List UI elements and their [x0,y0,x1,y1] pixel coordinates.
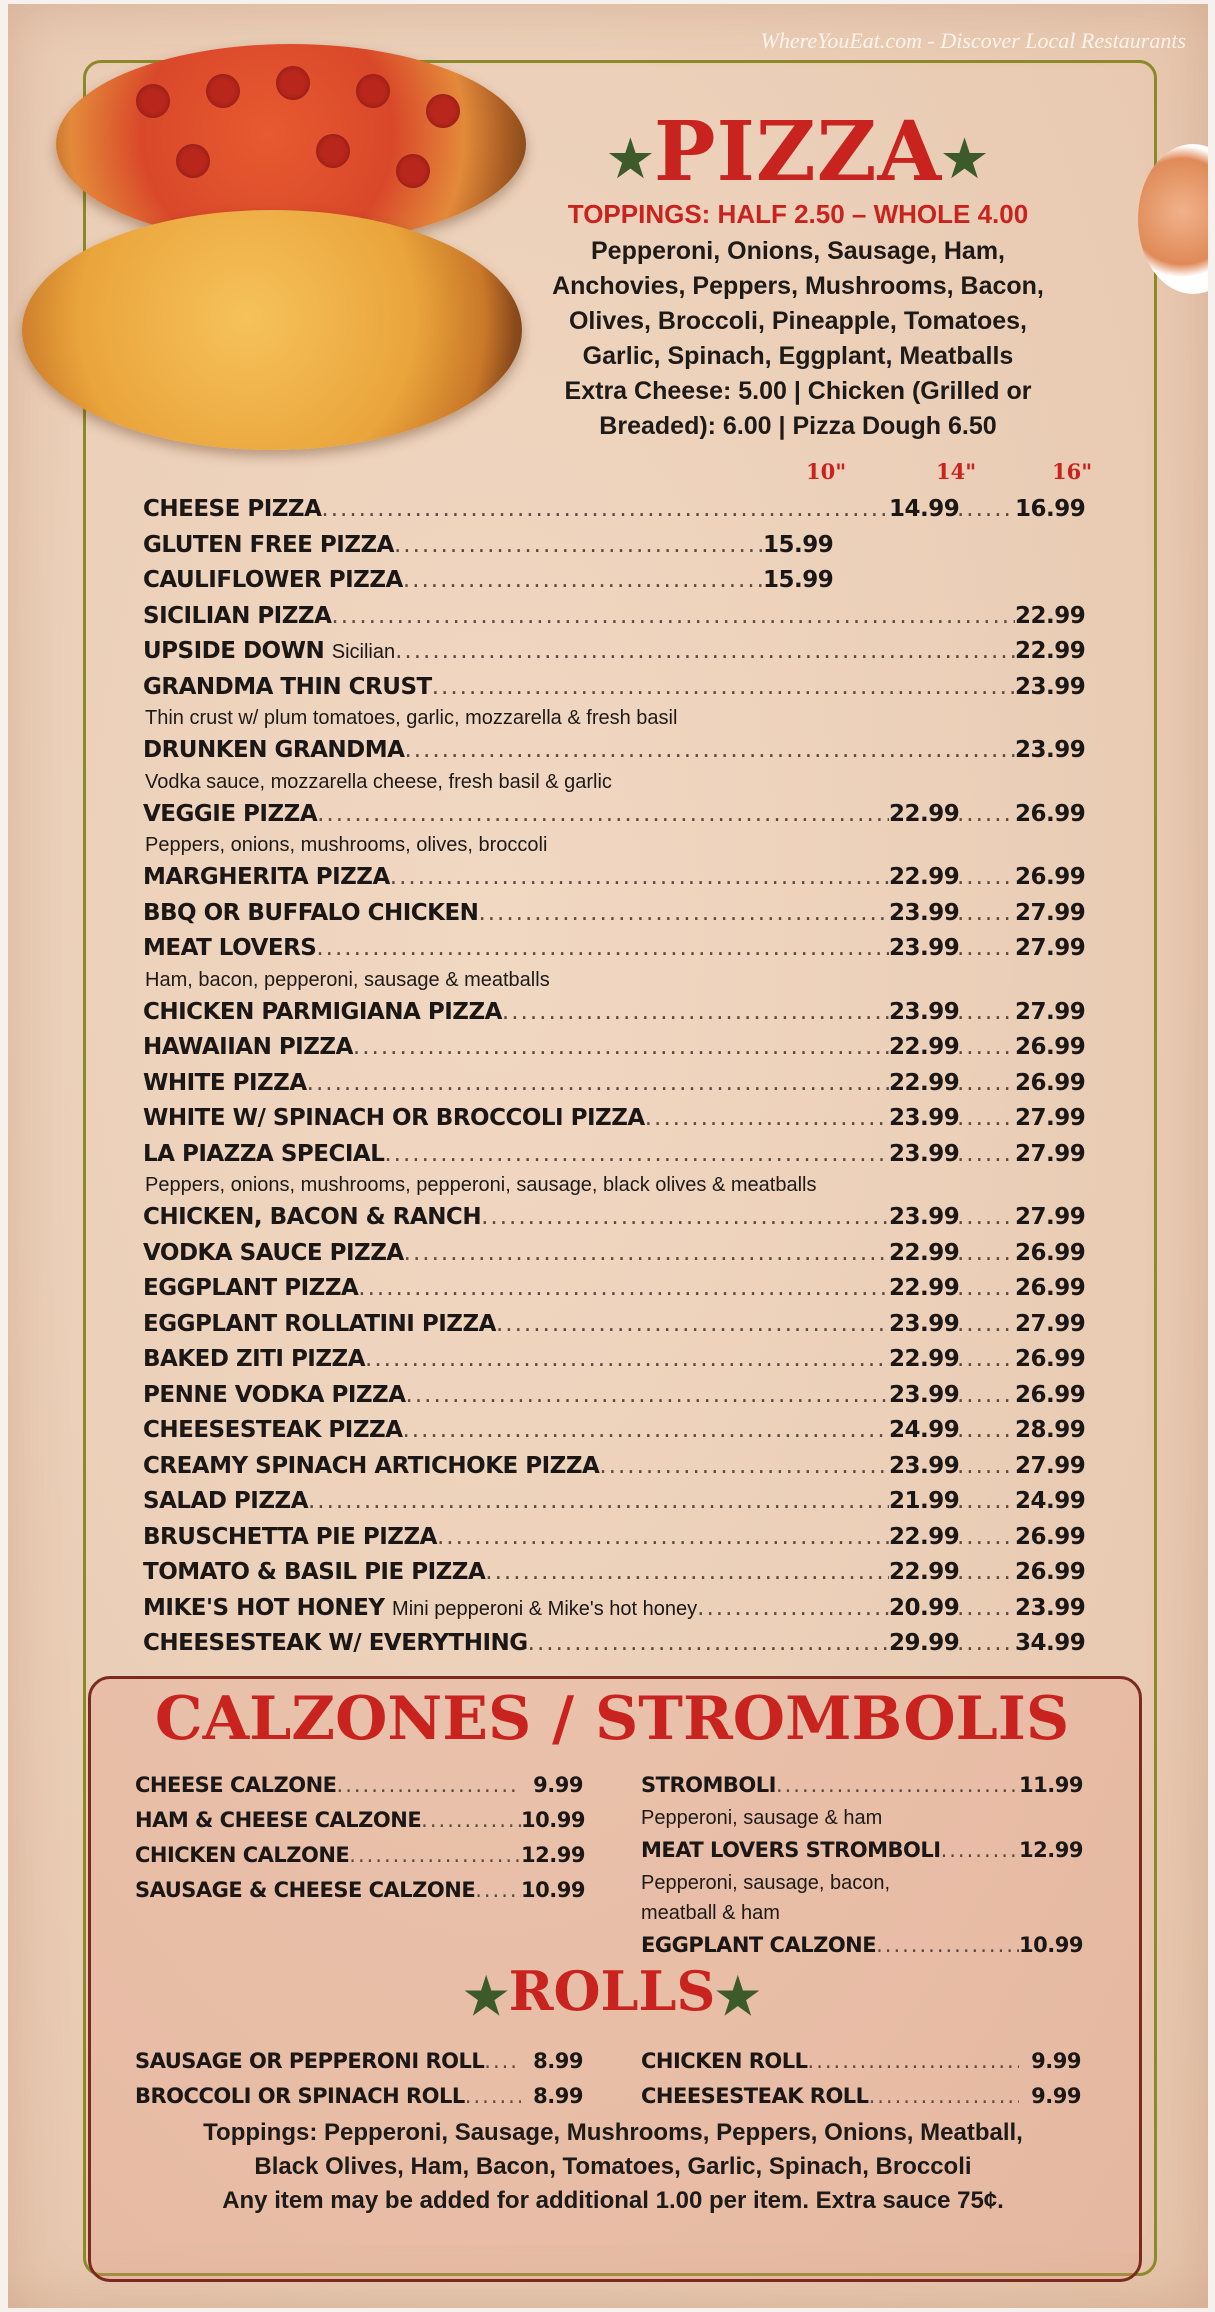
menu-item-row [135,1873,583,1908]
item-name-text: VODKA SAUCE PIZZA [143,1239,404,1266]
item-name [143,1626,528,1662]
dot-leader [957,1236,1015,1272]
dot-leader [337,1768,521,1803]
menu-item-row [143,1066,1086,1102]
dot-leader [316,931,889,967]
dot-leader [331,599,1015,635]
item-name-text: WHITE PIZZA [143,1069,307,1096]
dot-leader [957,1066,1015,1102]
dot-leader [384,1137,889,1173]
item-price: 10.99 [521,1808,585,1832]
item-name [143,634,395,671]
item-name [143,995,502,1031]
dot-leader [365,1342,889,1378]
price-16: 27.99 [1015,935,1086,961]
dot-leader [957,1378,1015,1414]
toppings-line: Extra Cheese: 5.00 | Chicken (Grilled or [564,377,1032,405]
dot-leader [317,797,889,833]
price-16: 26.99 [1015,1275,1086,1301]
dot-leader [957,1626,1015,1662]
item-name-text: MIKE'S HOT HONEY [143,1594,385,1621]
price-14: 22.99 [889,1069,960,1096]
dot-leader [307,1066,889,1102]
price-16: 26.99 [1015,1381,1086,1408]
menu-item-row [143,1236,1086,1272]
price-14: 23.99 [889,1310,960,1337]
item-name-text: TOMATO & BASIL PIE PIZZA [143,1559,486,1585]
item-price: 10.99 [521,1878,585,1902]
dot-leader [599,1449,889,1485]
price-14: 22.99 [889,1559,960,1585]
menu-item-row [143,1626,1086,1662]
menu-item-row [143,670,1086,706]
menu-item-row [143,797,1086,833]
toppings-heading: TOPPINGS: HALF 2.50 – WHOLE 4.00 [567,199,1029,229]
price-16: 27.99 [1015,998,1086,1025]
price-16: 22.99 [1015,602,1086,629]
menu-item-row [641,2044,1081,2079]
dot-leader [394,528,763,564]
dot-leader [957,1484,1015,1520]
dot-leader [484,2044,521,2079]
item-name-text: CHEESESTEAK W/ EVERYTHING [143,1630,528,1656]
price-14: 20.99 [889,1594,960,1621]
menu-item-row [143,634,1086,670]
dot-leader [957,797,1015,833]
item-name [143,1484,308,1520]
price-14: 23.99 [889,899,960,926]
item-name [143,1236,404,1272]
item-subtitle: Sicilian [331,641,396,663]
price-14: 29.99 [889,1630,960,1656]
toppings-line: Anchovies, Peppers, Mushrooms, Bacon, [552,272,1044,300]
dot-leader [404,733,1015,769]
menu-item-row [143,1520,1086,1556]
item-price: 12.99 [1019,1838,1083,1862]
dot-leader [957,492,1015,528]
price-14: 23.99 [889,998,960,1025]
price-16: 24.99 [1015,1488,1086,1514]
menu-item-row [143,896,1086,932]
item-description: Ham, bacon, pepperoni, sausage & meatballs [145,968,550,991]
dot-leader [404,1236,889,1272]
item-price: 10.99 [1019,1933,1083,1957]
dot-leader [421,1803,521,1838]
menu-item-row [135,1838,583,1873]
menu-item-row [135,2044,583,2079]
dot-leader [403,1413,890,1449]
item-name-text: MARGHERITA PIZZA [143,864,390,890]
item-name: SAUSAGE & CHEESE CALZONE [135,1878,476,1902]
cheese-pizza-photo [22,210,522,450]
star-icon: ★ [607,129,654,189]
dot-leader [353,1030,889,1066]
menu-item-row [143,733,1086,769]
price-16: 26.99 [1015,864,1086,890]
price-14: 22.99 [889,1523,960,1550]
item-price: 8.99 [533,2049,583,2073]
dot-leader [957,1271,1015,1307]
item-name: STROMBOLI [641,1773,776,1797]
dot-leader [645,1101,889,1137]
dot-leader [869,2079,1019,2114]
price-14: 22.99 [889,1346,960,1372]
price-16: 27.99 [1015,899,1086,926]
price-16: 26.99 [1015,1523,1086,1550]
rolls-note-line: Any item may be added for additional 1.00 per item. Extra sauce 75¢. [222,2187,1004,2214]
item-name-text: HAWAIIAN PIZZA [143,1034,353,1060]
price-16: 26.99 [1015,1069,1086,1096]
item-name-text: CREAMY SPINACH ARTICHOKE PIZZA [143,1452,600,1479]
item-name [143,860,390,896]
item-name-text: SALAD PIZZA [143,1488,308,1514]
item-name [143,1591,697,1628]
price-10: 15.99 [763,531,834,558]
dot-leader [358,1271,889,1307]
item-name [143,1449,599,1485]
item-name-text: CHICKEN PARMIGIANA PIZZA [143,998,502,1025]
dot-leader [876,1928,1019,1963]
dot-leader [465,2079,521,2114]
item-name [143,670,432,706]
item-name [143,599,331,635]
toppings-line: Garlic, Spinach, Eggplant, Meatballs [582,342,1014,370]
calzones-title: CALZONES / STROMBOLIS [154,1684,1070,1754]
menu-item-row [143,1413,1086,1449]
price-16: 34.99 [1015,1630,1086,1656]
item-price: 9.99 [533,1773,583,1797]
dot-leader [776,1768,1019,1803]
dot-leader [957,1137,1015,1173]
item-name [143,1520,437,1556]
item-name-text: EGGPLANT PIZZA [143,1275,359,1301]
item-name [143,528,394,564]
price-16: 27.99 [1015,1310,1086,1337]
toppings-line: Breaded): 6.00 | Pizza Dough 6.50 [599,412,997,440]
menu-item-row [641,1768,1081,1803]
dot-leader [528,1626,889,1662]
price-14: 22.99 [889,800,960,827]
pizza-menu-list [143,492,1086,1662]
item-name [143,492,321,528]
dot-leader [957,1555,1015,1591]
menu-item-row [143,1378,1086,1414]
item-name [143,1030,353,1066]
menu-item-row [143,1342,1086,1378]
menu-item-row [143,1030,1086,1066]
menu-item-row [135,1768,583,1803]
item-price: 12.99 [521,1843,585,1867]
dot-leader [957,995,1015,1031]
dot-leader [957,1030,1015,1066]
dot-leader [697,1591,889,1627]
item-name-text: VEGGIE PIZZA [143,800,318,827]
item-name [143,1342,365,1378]
price-14: 23.99 [889,1204,960,1230]
item-name-text: MEAT LOVERS [143,935,317,961]
menu-item-row [143,1484,1086,1520]
price-14: 23.99 [889,1452,960,1479]
rolls-note-line: Black Olives, Ham, Bacon, Tomatoes, Garlic, Spinach, Broccoli [254,2153,972,2180]
price-14: 14.99 [889,496,960,522]
dot-leader [432,670,1015,706]
item-name-text: EGGPLANT ROLLATINI PIZZA [143,1310,496,1337]
price-14: 21.99 [889,1488,960,1514]
item-name-text: SICILIAN PIZZA [143,602,332,629]
price-16: 26.99 [1015,1346,1086,1372]
menu-item-row [641,1833,1081,1868]
item-name: CHICKEN ROLL [641,2049,808,2073]
dot-leader [437,1520,889,1556]
item-name [143,1307,496,1343]
item-name [143,797,317,833]
toppings-line: Pepperoni, Onions, Sausage, Ham, [591,237,1005,265]
item-name-text: DRUNKEN GRANDMA [143,737,405,763]
item-description: Pepperoni, sausage, bacon, [641,1872,891,1894]
star-icon: ★ [463,1966,509,2026]
item-name: SAUSAGE OR PEPPERONI ROLL [135,2049,485,2073]
item-price: 8.99 [533,2084,583,2108]
item-description: Peppers, onions, mushrooms, olives, broccoli [145,834,548,856]
item-name [143,1378,406,1414]
item-name-text: CHICKEN, BACON & RANCH [143,1204,482,1230]
price-16: 27.99 [1015,1452,1086,1479]
price-14: 23.99 [889,1140,960,1167]
dot-leader [321,492,889,528]
item-price: 9.99 [1031,2049,1081,2073]
item-name-text: CAULIFLOWER PIZZA [143,567,403,593]
item-name-text: UPSIDE DOWN [143,638,325,664]
menu-page [8,4,1208,2308]
price-14: 24.99 [889,1417,960,1443]
item-name [143,1200,481,1236]
toppings-list [523,234,1073,444]
menu-item-row [143,860,1086,896]
item-name [143,1137,384,1173]
dot-leader [957,896,1015,932]
item-name: HAM & CHEESE CALZONE [135,1808,422,1832]
size-heading-10: 10" [806,459,847,484]
dot-leader [496,1307,889,1343]
price-16: 26.99 [1015,1034,1086,1060]
item-name: CHEESE CALZONE [135,1773,337,1797]
price-14: 23.99 [889,1105,960,1131]
dot-leader [485,1555,889,1591]
item-description: Pepperoni, sausage & ham [641,1807,883,1829]
dot-leader [403,563,763,599]
dot-leader [957,1200,1015,1236]
menu-item-row [641,1928,1081,1963]
dot-leader [957,1520,1015,1556]
price-14: 23.99 [889,1381,960,1408]
menu-item-row [143,995,1086,1031]
item-name-text: GRANDMA THIN CRUST [143,673,432,700]
price-16: 27.99 [1015,1140,1086,1167]
item-name [143,931,316,967]
price-16: 26.99 [1015,1559,1086,1585]
dot-leader [957,931,1015,967]
menu-item-row [143,1101,1086,1137]
menu-item-row [135,2079,583,2114]
dot-leader [481,1200,889,1236]
price-10: 15.99 [763,567,834,593]
watermark: WhereYouEat.com - Discover Local Restaurants [760,28,1186,53]
item-name-text: WHITE W/ SPINACH OR BROCCOLI PIZZA [143,1105,645,1131]
item-name: MEAT LOVERS STROMBOLI [641,1838,941,1862]
price-14: 22.99 [889,1275,960,1301]
rolls-notes [103,2116,1123,2218]
item-name-text: GLUTEN FREE PIZZA [143,531,394,558]
item-description: meatball & ham [641,1902,780,1924]
size-heading-16: 16" [1052,459,1093,484]
dot-leader [957,1101,1015,1137]
dot-leader [957,1591,1015,1627]
menu-item-row [143,931,1086,967]
dot-leader [308,1484,889,1520]
price-16: 23.99 [1015,673,1086,700]
item-name-text: BBQ OR BUFFALO CHICKEN [143,899,479,926]
dot-leader [957,860,1015,896]
menu-item-row [143,1591,1086,1627]
dot-leader [957,1449,1015,1485]
item-name: EGGPLANT CALZONE [641,1933,877,1957]
price-16: 26.99 [1015,800,1086,827]
star-icon: ★ [715,1966,761,2026]
item-name-text: BAKED ZITI PIZZA [143,1346,366,1372]
item-description: Peppers, onions, mushrooms, pepperoni, sausage, black olives & meatballs [145,1174,817,1196]
item-price: 9.99 [1031,2084,1081,2108]
item-name-text: CHEESESTEAK PIZZA [143,1417,403,1443]
item-name [143,896,478,932]
item-name [143,1413,403,1449]
menu-item-row [641,2079,1081,2114]
item-name [143,563,403,599]
menu-item-row [143,1555,1086,1591]
item-name [143,1555,485,1591]
menu-item-row [143,1307,1086,1343]
menu-item-row [143,1449,1086,1485]
dot-leader [478,896,889,932]
dot-leader [502,995,889,1031]
dot-leader [475,1873,521,1908]
menu-item-row [143,1200,1086,1236]
price-14: 22.99 [889,1239,960,1266]
item-name [143,1101,645,1137]
dot-leader [808,2044,1019,2079]
item-name [143,733,404,769]
dot-leader [390,860,889,896]
price-14: 22.99 [889,1034,960,1060]
pizza-title: ★PIZZA★ [607,104,988,200]
item-description: Thin crust w/ plum tomatoes, garlic, mozzarella & fresh basil [145,707,678,729]
price-14: 22.99 [889,864,960,890]
price-16: 16.99 [1015,496,1086,522]
menu-item-row [143,492,1086,528]
star-icon: ★ [942,129,988,189]
item-name [143,1271,358,1307]
item-description: Vodka sauce, mozzarella cheese, fresh basil & garlic [145,770,612,793]
dot-leader [941,1833,1019,1868]
item-subtitle: Mini pepperoni & Mike's hot honey [392,1597,698,1620]
price-16: 22.99 [1015,638,1086,664]
item-name-text: PENNE VODKA PIZZA [143,1381,406,1408]
calzones-right-column [641,1768,1081,1963]
menu-item-row [135,1803,583,1838]
dot-leader [957,1342,1015,1378]
rolls-title: ★ROLLS★ [463,1959,761,2026]
menu-item-row [143,1271,1086,1307]
dot-leader [957,1413,1015,1449]
price-16: 23.99 [1015,1594,1086,1621]
item-name: CHICKEN CALZONE [135,1843,350,1867]
rolls-right-column [641,2044,1081,2114]
item-name: BROCCOLI OR SPINACH ROLL [135,2084,465,2108]
dot-leader [349,1838,521,1873]
rolls-left-column [135,2044,583,2114]
calzones-left-column [135,1768,583,1908]
price-16: 27.99 [1015,1204,1086,1230]
item-name-text: LA PIAZZA SPECIAL [143,1140,385,1167]
rolls-note-line: Toppings: Pepperoni, Sausage, Mushrooms, Peppers, Onions, Meatball, [203,2119,1023,2146]
price-16: 28.99 [1015,1417,1086,1443]
menu-item-row [143,563,1083,599]
dot-leader [406,1378,889,1414]
price-14: 23.99 [889,935,960,961]
price-16: 23.99 [1015,737,1086,763]
item-name [143,1066,307,1102]
toppings-line: Olives, Broccoli, Pineapple, Tomatoes, [568,307,1027,335]
item-name-text: CHEESE PIZZA [143,496,322,522]
menu-item-row [143,599,1086,635]
size-heading-14: 14" [936,459,977,484]
dot-leader [395,634,1015,670]
item-name: CHEESESTEAK ROLL [641,2084,869,2108]
menu-item-row [143,1137,1086,1173]
item-name-text: BRUSCHETTA PIE PIZZA [143,1523,437,1550]
item-price: 11.99 [1019,1773,1083,1797]
price-16: 26.99 [1015,1239,1086,1266]
menu-item-row [143,528,1083,564]
price-16: 27.99 [1015,1105,1086,1131]
dot-leader [957,1307,1015,1343]
